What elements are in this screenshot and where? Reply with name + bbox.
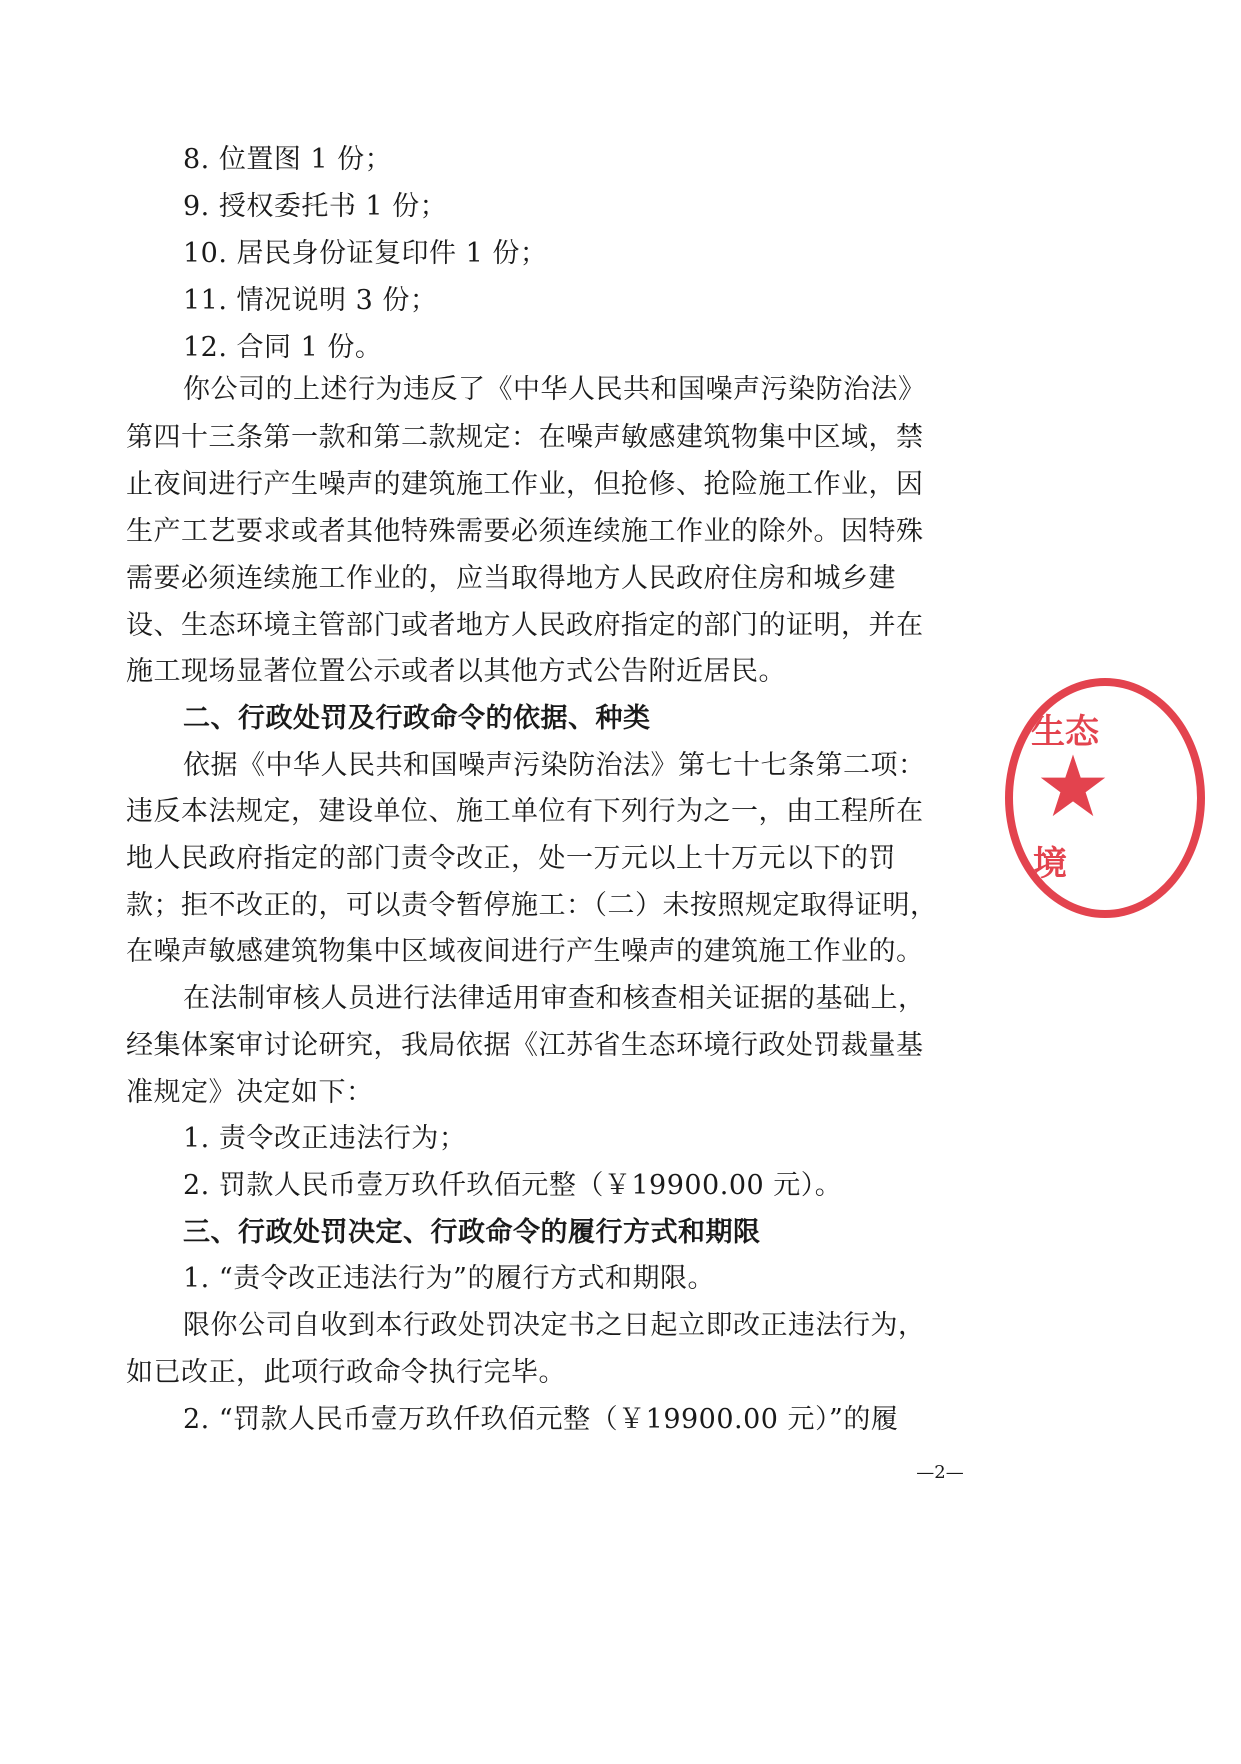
text-line: 地人民政府指定的部门责令改正，处一万元以上十万元以下的罚: [126, 843, 896, 874]
star-icon: [1038, 751, 1108, 821]
text-line: 限你公司自收到本行政处罚决定书之日起立即改正违法行为，: [183, 1310, 926, 1341]
text-line: 准规定》决定如下：: [126, 1077, 374, 1108]
text-line: 在法制审核人员进行法律适用审查和核查相关证据的基础上，: [183, 983, 926, 1014]
official-seal: [1005, 678, 1205, 918]
text-line: 2. “罚款人民币壹万玖仟玖佰元整（￥19900.00 元）”的履: [183, 1404, 899, 1435]
text-line: 如已改正，此项行政命令执行完毕。: [126, 1357, 566, 1388]
text-line: 在噪声敏感建筑物集中区域夜间进行产生噪声的建筑施工作业的。: [126, 936, 924, 967]
seal-text: 生态: [1031, 712, 1099, 752]
seal-text: 境: [1033, 844, 1067, 884]
section-heading: 三、行政处罚决定、行政命令的履行方式和期限: [183, 1217, 761, 1248]
text-line: 9. 授权委托书 1 份；: [183, 191, 448, 222]
text-line: 你公司的上述行为违反了《中华人民共和国噪声污染防治法》: [183, 374, 926, 405]
text-line: 违反本法规定，建设单位、施工单位有下列行为之一，由工程所在: [126, 796, 924, 827]
text-line: 11. 情况说明 3 份；: [183, 285, 438, 316]
text-line: 施工现场显著位置公示或者以其他方式公告附近居民。: [126, 656, 786, 687]
text-line: 设、生态环境主管部门或者地方人民政府指定的部门的证明，并在: [126, 610, 924, 641]
section-heading: 二、行政处罚及行政命令的依据、种类: [183, 703, 651, 734]
text-line: 需要必须连续施工作业的，应当取得地方人民政府住房和城乡建: [126, 563, 896, 594]
page-number: —2—: [916, 1462, 964, 1483]
text-line: 12. 合同 1 份。: [183, 332, 383, 363]
text-line: 1. “责令改正违法行为”的履行方式和期限。: [183, 1263, 715, 1294]
text-line: 8. 位置图 1 份；: [183, 144, 393, 175]
text-line: 第四十三条第一款和第二款规定：在噪声敏感建筑物集中区域，禁: [126, 422, 924, 453]
text-line: 生产工艺要求或者其他特殊需要必须连续施工作业的除外。因特殊: [126, 516, 924, 547]
text-line: 1. 责令改正违法行为；: [183, 1123, 467, 1154]
text-line: 10. 居民身份证复印件 1 份；: [183, 238, 548, 269]
text-line: 款；拒不改正的，可以责令暂停施工：（二）未按照规定取得证明，: [126, 890, 938, 921]
text-line: 止夜间进行产生噪声的建筑施工作业，但抢修、抢险施工作业，因: [126, 469, 924, 500]
text-line: 经集体案审讨论研究，我局依据《江苏省生态环境行政处罚裁量基: [126, 1030, 924, 1061]
text-line: 2. 罚款人民币壹万玖仟玖佰元整（￥19900.00 元）。: [183, 1170, 843, 1201]
text-line: 依据《中华人民共和国噪声污染防治法》第七十七条第二项：: [183, 750, 926, 781]
